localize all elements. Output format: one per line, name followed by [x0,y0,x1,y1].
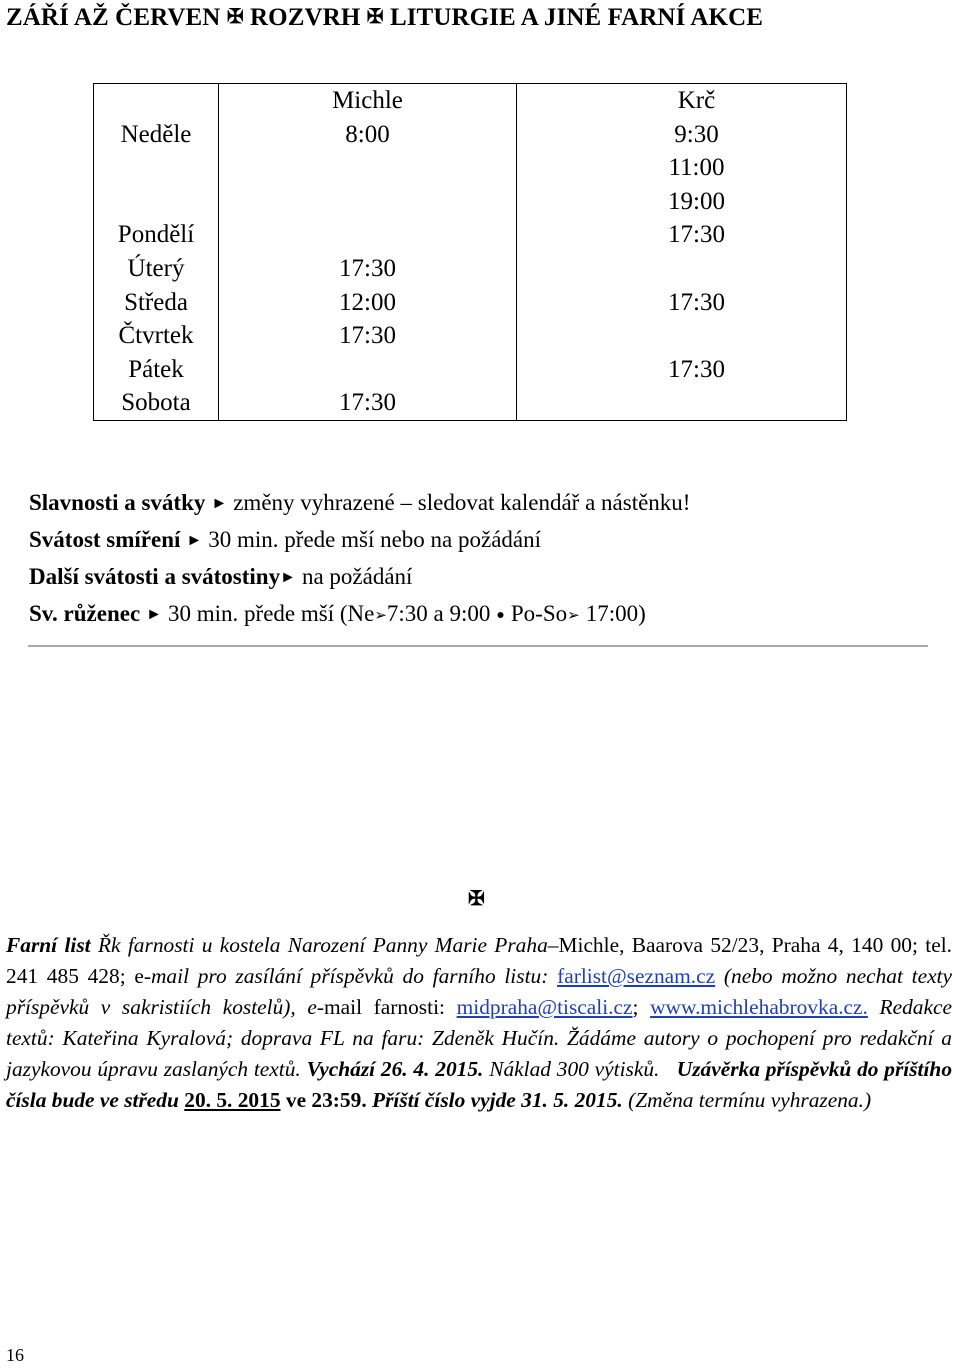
note-text-sacraments: na požádání [301,564,413,589]
page-number: 16 [6,1345,24,1365]
table-cell-day: Úterý [94,252,219,286]
mass-schedule-table [93,83,847,421]
note-text-rosary-a: 30 min. přede mší (Ne [168,601,375,626]
heading-part-liturgy: LITURGIE A JINÉ FARNÍ AKCE [389,4,763,31]
bulletin-email-link[interactable]: farlist@seznam.cz [557,964,716,988]
table-cell-day: Sobota [94,386,219,420]
table-row [94,319,847,353]
maltese-cross-icon: ✠ [226,6,244,28]
triangle-right-icon: ► [186,532,203,549]
deadline-time: ve 23:59. [285,1088,367,1112]
table-header-michle: Michle [219,84,517,118]
deadline-date: 20. 5. 2015 [184,1088,281,1112]
table-cell-krc: 17:30 [517,218,847,252]
note-label-rosary: Sv. růženec [29,601,141,626]
next-issue-date: Příští číslo vyjde 31. 5. 2015. [372,1088,623,1112]
table-cell-krc: 9:30 [517,118,847,152]
table-cell-day: Čtvrtek [94,319,219,353]
table-cell-michle: 17:30 [219,252,517,286]
maltese-cross-icon: ✠ [366,6,384,28]
editorial-text: Redakce textů: Kateřina Kyralová; doprava FL na faru: Zdeněk Hučín. Žádáme autory o pochopení pro redakční a jazykovou úpravu zaslaných textů. [6,995,952,1081]
table-row [94,118,847,152]
sacrament-notes [29,486,690,635]
table-cell-michle [219,353,517,387]
triangle-right-icon: ► [211,495,228,512]
parish-email-link[interactable]: midpraha@tiscali.cz [456,995,633,1019]
table-cell-day [94,151,219,185]
note-line-rosary [29,597,690,635]
table-row [94,252,847,286]
table-cell-michle [219,185,517,219]
bulletin-title: Farní list [6,933,91,957]
note-label-confession: Svátost smíření [29,527,181,552]
issue-date: Vychází 26. 4. 2015. [306,1057,484,1081]
horizontal-divider [28,645,928,647]
table-cell-day: Pondělí [94,218,219,252]
table-header-day [94,84,219,118]
table-cell-michle: 12:00 [219,286,517,320]
table-row [94,151,847,185]
note-line-confession [29,523,690,560]
table-row [94,286,847,320]
page-heading [6,4,763,32]
info-text: mail pro zasílání příspěvků do farního listu: [150,964,549,988]
table-row [94,386,847,420]
triangle-right-icon: ► [280,569,296,586]
note-text-feasts: změny vyhrazené – sledovat kalendář a nástěnku! [233,490,691,515]
parish-bulletin-info [6,930,952,1116]
table-row [94,218,847,252]
table-cell-michle [219,151,517,185]
heading-part-months: ZÁŘÍ AŽ ČERVEN [6,4,221,31]
table-cell-krc [517,386,847,420]
table-row [94,185,847,219]
note-text-rosary-c: Po-So [510,601,568,626]
info-text: (nebo možno nechat texty příspěvků v sakristiích kostelů), e- [6,964,952,1019]
info-text: ; [632,995,639,1019]
table-cell-krc: 11:00 [517,151,847,185]
print-run: Náklad 300 výtisků. [489,1057,660,1081]
table-cell-day: Středa [94,286,219,320]
info-text: mail farnosti: [324,995,445,1019]
table-header-row [94,84,847,118]
info-text: Řk farnosti u kostela Narození Panny Marie Praha [97,933,548,957]
note-text-rosary-b: 7:30 a 9:00 [386,601,491,626]
table-cell-krc: 19:00 [517,185,847,219]
note-text-confession: 30 min. přede mší nebo na požádání [208,527,542,552]
heading-part-schedule: ROZVRH [250,4,361,31]
table-cell-michle: 17:30 [219,319,517,353]
parish-website-link[interactable]: www.michlehabrovka.cz. [650,995,868,1019]
arrowhead-right-icon: ➢ [567,608,580,624]
table-cell-day: Pátek [94,353,219,387]
deadline-text: Uzávěrka příspěvků do příštího čísla bude ve středu [6,1057,953,1112]
table-cell-day: Neděle [94,118,219,152]
maltese-cross-icon: ✠ [468,888,485,910]
table-row [94,353,847,387]
table-cell-krc [517,252,847,286]
note-line-sacraments [29,560,690,597]
change-note: (Změna termínu vyhrazena.) [628,1088,872,1112]
table-cell-krc: 17:30 [517,353,847,387]
table-cell-krc: 17:30 [517,286,847,320]
table-cell-day [94,185,219,219]
note-label-sacraments: Další svátosti a svátostiny [29,564,281,589]
table-cell-michle [219,218,517,252]
bullet-dot-icon: ● [496,608,505,623]
table-header-krc: Krč [517,84,847,118]
table-cell-krc [517,319,847,353]
info-text: –Michle, Baarova 52/23, Praha 4, 140 00; tel. 241 485 428; e- [6,933,952,988]
arrowhead-right-icon: ➢ [374,608,387,624]
triangle-right-icon: ► [146,606,162,623]
note-text-rosary-d: 17:00) [585,601,646,626]
note-label-feasts: Slavnosti a svátky [29,490,206,515]
table-cell-michle: 17:30 [219,386,517,420]
table-cell-michle: 8:00 [219,118,517,152]
note-line-feasts [29,486,690,523]
